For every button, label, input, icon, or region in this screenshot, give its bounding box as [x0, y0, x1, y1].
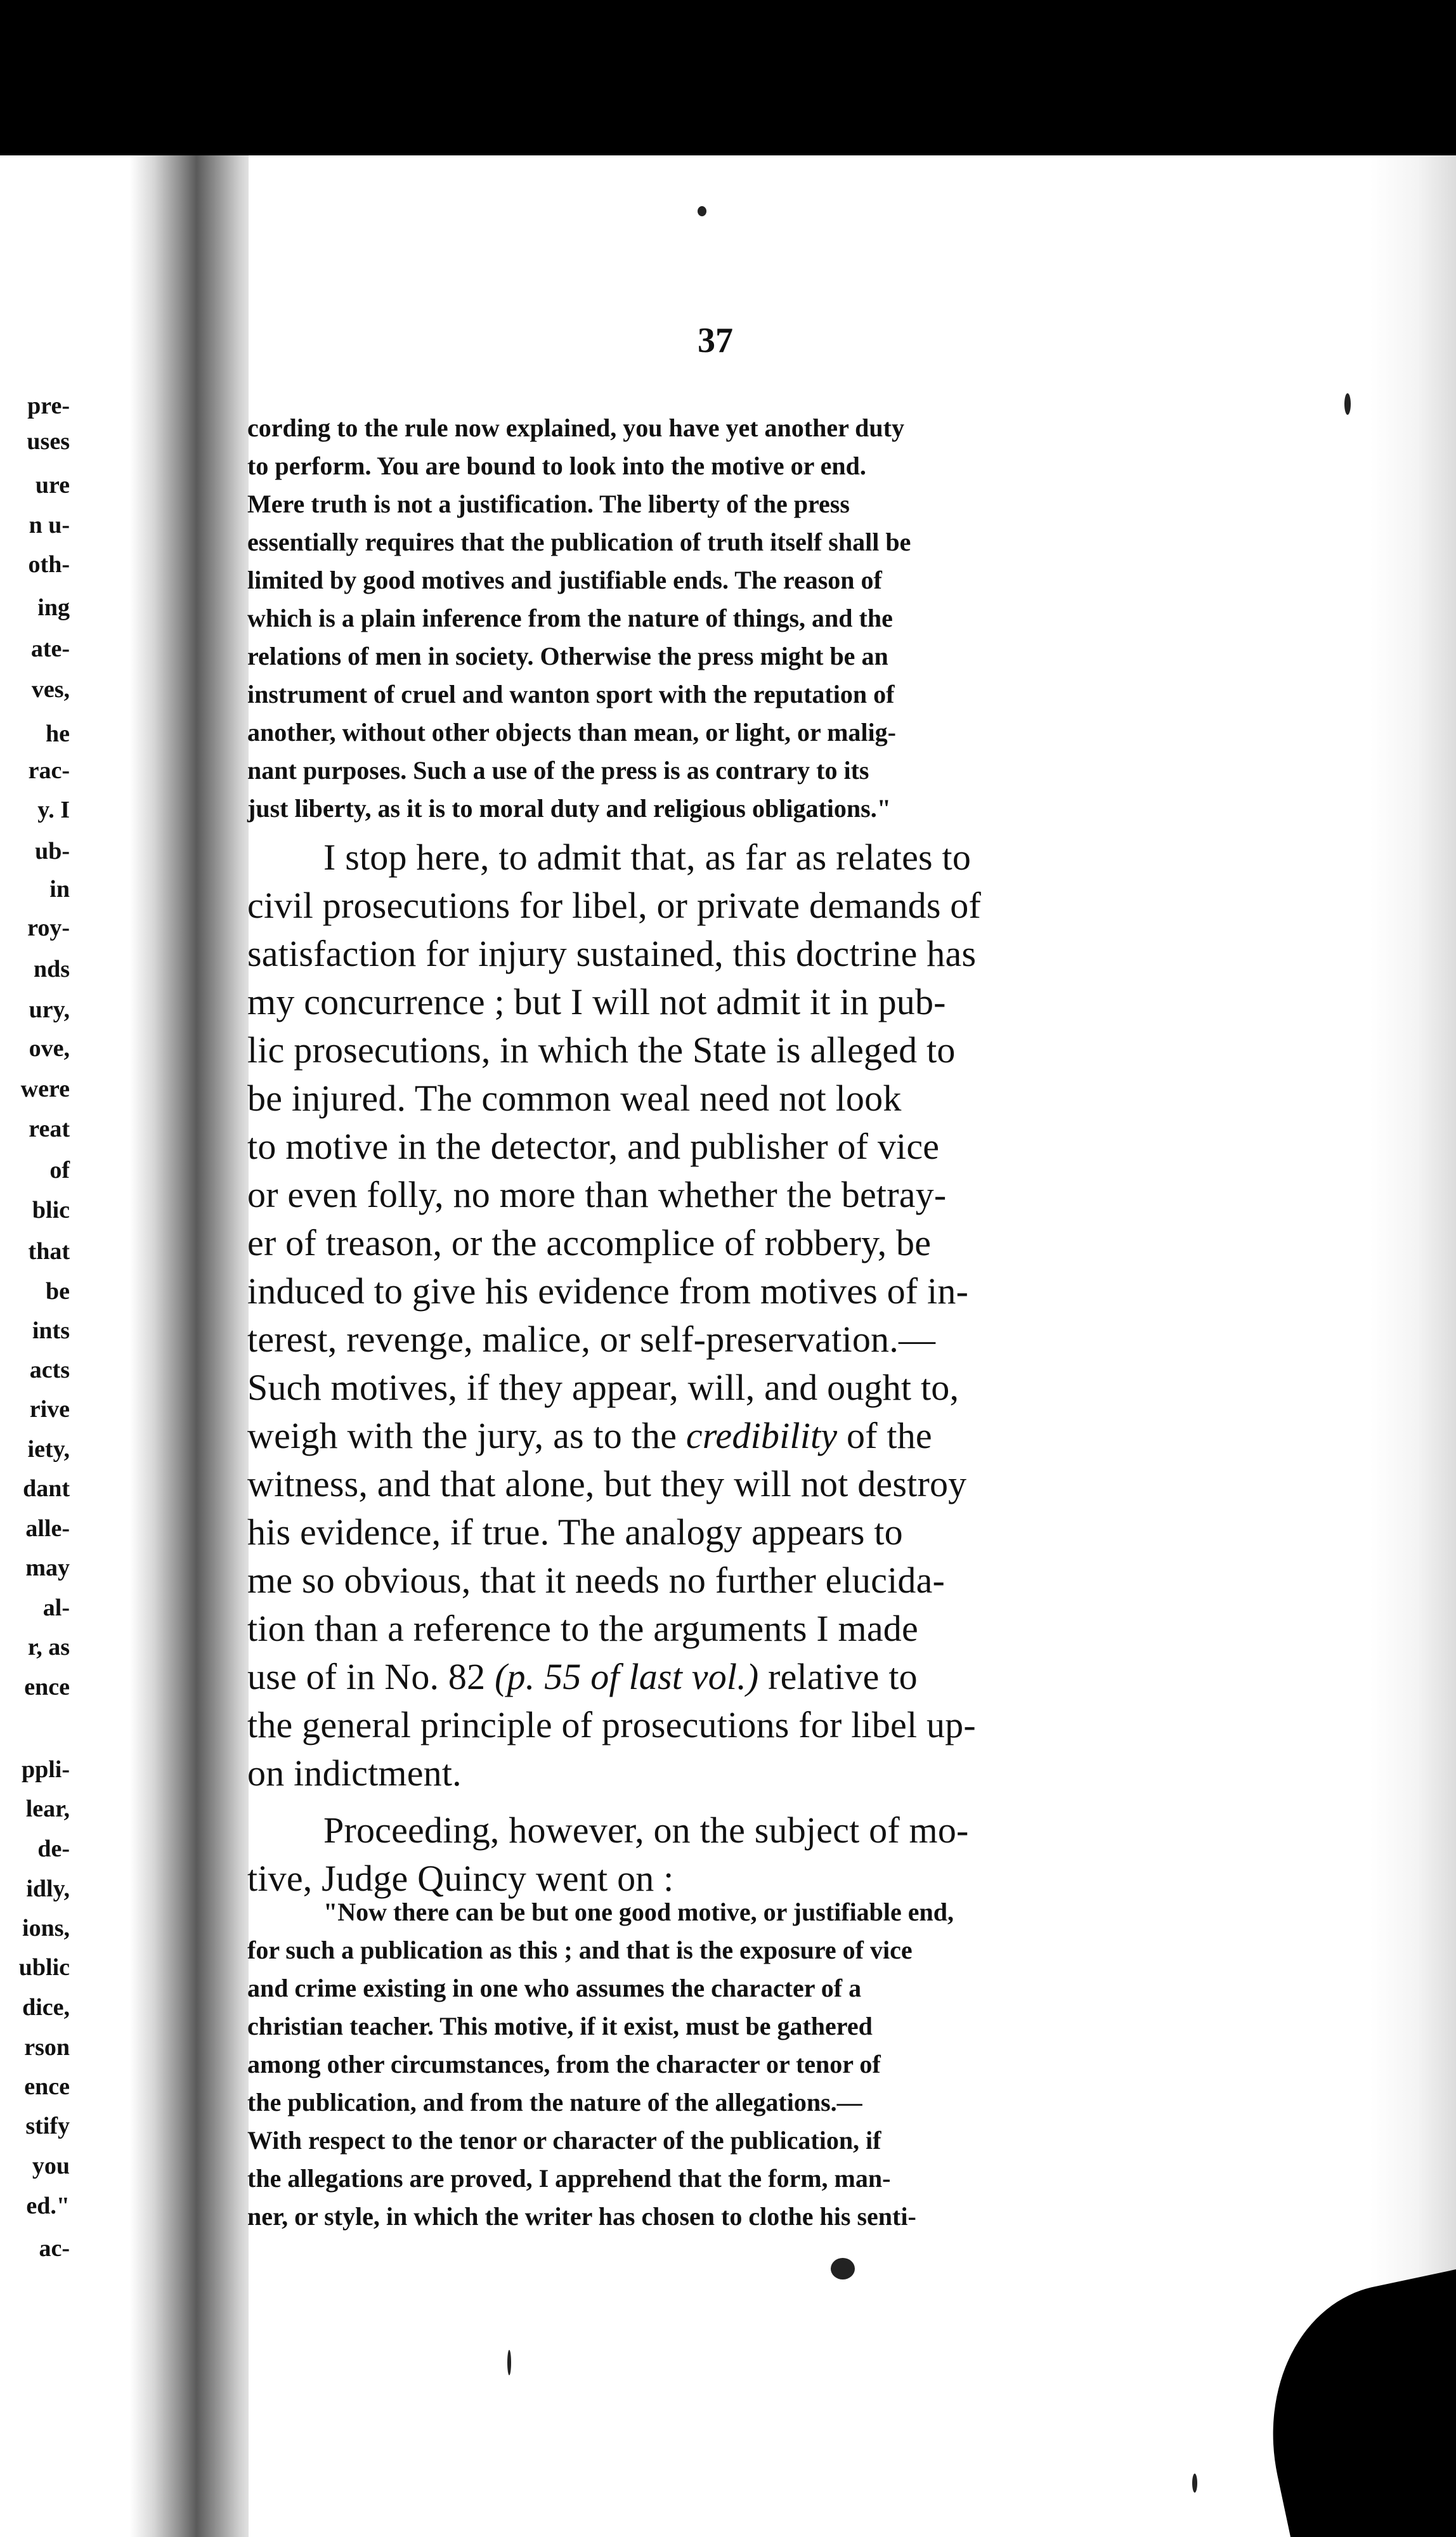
text-segment: weigh with the jury, as to the	[247, 1415, 686, 1456]
scan-speck	[831, 2258, 855, 2279]
scan-speck	[1192, 2474, 1197, 2493]
scan-top-border	[0, 0, 1456, 155]
text-segment: of the	[837, 1415, 932, 1456]
text-segment: relative to	[758, 1656, 918, 1697]
right-page-edge	[1370, 155, 1456, 2537]
book-gutter	[130, 155, 263, 2537]
italic-reference: (p. 55 of last vol.)	[495, 1656, 759, 1697]
italic-word: credibility	[686, 1415, 838, 1456]
page-number: 37	[698, 321, 733, 360]
scan-speck	[698, 206, 706, 216]
scan-speck	[507, 2350, 511, 2375]
text-segment: use of in No. 82	[247, 1656, 495, 1697]
scan-speck	[1344, 393, 1351, 415]
